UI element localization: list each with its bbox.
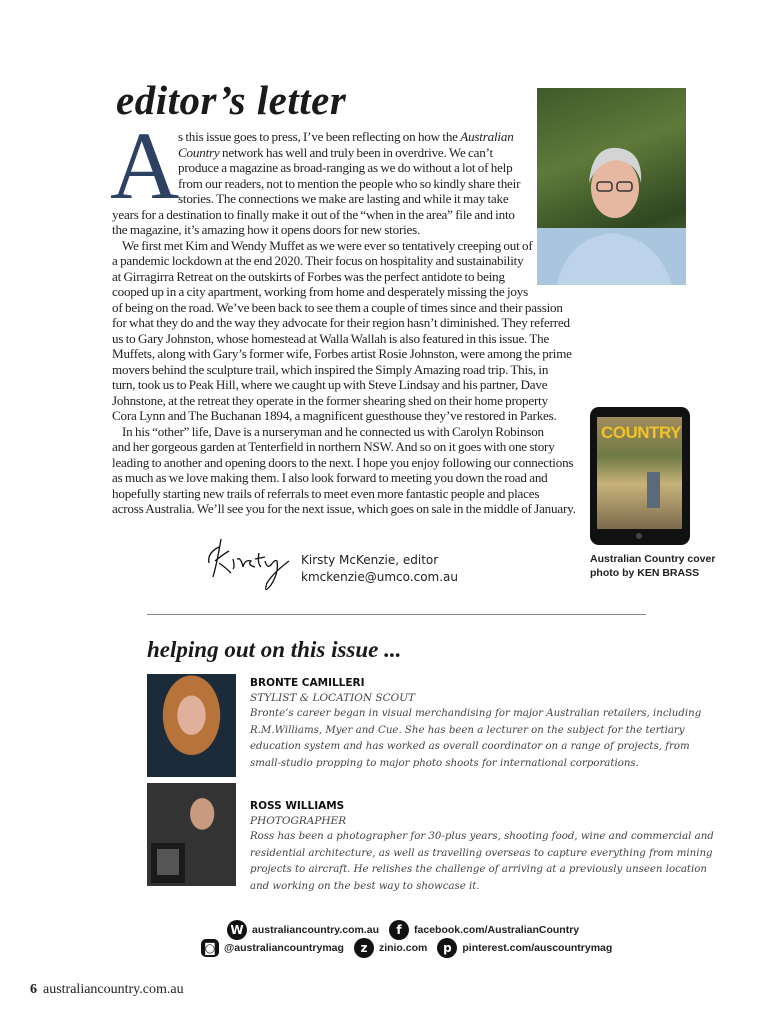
body-line — [112, 439, 582, 455]
section-divider — [147, 614, 646, 615]
body-text: Johnstone, at the retreat they operate in the former shearing shed on their home property — [112, 392, 548, 408]
cover-caption-line2: photo by KEN BRASS — [590, 567, 700, 579]
helping-heading: helping out on this issue ... — [147, 637, 402, 662]
editor-email[interactable]: kmckenzie@umco.com.au — [301, 570, 459, 584]
body-line — [112, 176, 582, 192]
facebook-link[interactable]: facebook.com/AustralianCountry — [414, 924, 580, 936]
social-row-1 — [227, 920, 579, 940]
body-line — [112, 331, 582, 347]
body-line — [112, 486, 582, 502]
editor-letter-body — [112, 129, 582, 517]
body-line — [112, 129, 582, 145]
body-text: produce a magazine as broad-ranging as we do without a lot of help — [178, 160, 513, 175]
body-line — [112, 160, 582, 176]
body-line — [112, 315, 582, 331]
body-text: s this issue goes to press, I’ve been reflecting on how the — [178, 129, 461, 144]
body-line — [112, 501, 582, 517]
contributor-role: PHOTOGRAPHER — [250, 815, 347, 827]
bio-line: small-studio propping to major photo shoots for international corporations. — [250, 757, 639, 769]
body-text: and her gorgeous garden at Tenterfield in northern NSW. And so on it goes with one story — [112, 439, 555, 454]
contributor-name: BRONTE CAMILLERI — [250, 677, 365, 689]
body-text: In his “other” life, Dave is a nurseryman and he connected us with Carolyn Robinson — [122, 423, 544, 439]
body-line — [112, 408, 582, 424]
contributor-bio — [250, 706, 720, 772]
body-line — [112, 284, 582, 300]
facebook-icon: f — [389, 920, 409, 940]
body-text: turn, took us to Peak Hill, where we caught up with Steve Lindsay and his partner, Dave — [112, 377, 548, 392]
body-line — [112, 191, 582, 207]
body-text: us to Gary Johnston, whose homestead at Walla Wallah is also featured in this issue. The — [112, 330, 550, 346]
body-line — [112, 222, 582, 238]
body-line — [112, 470, 582, 486]
body-line — [112, 362, 582, 378]
body-line — [112, 145, 582, 161]
body-text: We first met Kim and Wendy Muffet as we were ever so tentatively creeping out of — [122, 237, 533, 253]
pinterest-link[interactable]: pinterest.com/auscountrymag — [462, 942, 613, 954]
page-number: 6 — [30, 982, 37, 997]
ross-williams-photo — [147, 783, 236, 886]
bio-line: R.M.Williams, Myer and Cue. She has been a lecturer on the subject for the tertiary — [250, 724, 685, 736]
body-line — [112, 455, 582, 471]
editor-signature — [205, 533, 295, 597]
body-italic-text: Country — [178, 144, 220, 160]
instagram-icon: ◙ — [201, 939, 219, 957]
zinio-link[interactable]: zinio.com — [378, 942, 428, 954]
body-line — [112, 253, 582, 269]
body-line — [112, 424, 582, 440]
body-text: of being on the road. We’ve been back to see them a couple of times since and their passion — [112, 299, 563, 315]
contributor-role: STYLIST & LOCATION SCOUT — [250, 692, 416, 704]
body-text: Cora Lynn and The Buchanan 1894, a magnificent guesthouse they’ve restored in Parkes. — [112, 408, 557, 423]
body-text: leading to another and opening doors to the next. I hope you enjoy following our connections — [112, 454, 574, 470]
body-text: years for a destination to finally make it out of the “when in the area” file and into — [112, 206, 515, 222]
bio-line: education system and has worked as overall coordinator on a range of projects, from — [250, 741, 690, 753]
cover-caption-line1: Australian Country cover — [590, 553, 716, 565]
body-text: the magazine, it’s amazing how it opens doors for new stories. — [112, 222, 421, 237]
body-text: for what they do and the way they advocate for their region hasn’t diminished. They referred — [112, 315, 570, 330]
instagram-link[interactable]: @australiancountrymag — [224, 942, 344, 954]
social-row-2 — [201, 938, 612, 958]
website-link[interactable]: australiancountry.com.au — [252, 924, 380, 936]
body-line — [112, 269, 582, 285]
page-folio — [30, 982, 184, 998]
bio-line: Ross has been a photographer for 30-plus years, shooting food, wine and commercial and — [250, 831, 714, 842]
contributor-name: ROSS WILLIAMS — [250, 800, 345, 812]
body-line — [112, 238, 582, 254]
cover-tablet-image — [590, 407, 690, 545]
bronte-camilleri-photo — [147, 674, 236, 777]
pinterest-icon: p — [437, 938, 457, 958]
bio-line: Bronte’s career began in visual merchandising for major Australian retailers, including — [250, 708, 702, 719]
body-line — [112, 207, 582, 223]
body-text: stories. The connections we make are lasting and while it may take — [178, 191, 509, 206]
body-text: a pandemic lockdown at the end 2020. Their focus on hospitality and sustainability — [112, 253, 524, 268]
cover-masthead: COUNTRY — [601, 423, 681, 442]
folio-site: australiancountry.com.au — [43, 982, 184, 997]
editor-name: Kirsty McKenzie, editor — [301, 553, 439, 567]
body-italic-text: Australian — [460, 129, 514, 144]
body-text: as much as we love making them. I also look forward to meeting you down the road and — [112, 470, 548, 485]
body-line — [112, 346, 582, 362]
zinio-icon: z — [354, 938, 374, 958]
bio-line: and working on the best way to showcase it. — [250, 880, 480, 892]
drop-cap: A — [110, 112, 180, 219]
body-text: at Girragirra Retreat on the outskirts of Forbes was the perfect antidote to being — [112, 268, 505, 284]
bio-line: projects to aircraft. He relishes the challenge of arriving at a previously unseen location — [250, 864, 707, 876]
cover-door — [647, 472, 660, 508]
website-icon: W — [227, 920, 247, 940]
body-text: cooped up in a city apartment, working from home and desperately missing the joys — [112, 284, 528, 299]
body-text: from our readers, not to mention the people who so kindly share their — [178, 175, 521, 191]
body-text: hopefully starting new trails of referrals to meet even more fantastic people and places — [112, 485, 540, 501]
body-text: movers behind the sculpture trail, which inspired the Simply Amazing road trip. This, in — [112, 361, 549, 377]
body-text: across Australia. We’ll see you for the next issue, which goes on sale in the middle of January. — [112, 501, 576, 516]
body-line — [112, 300, 582, 316]
body-text: network has well and truly been in overdrive. We can’t — [219, 144, 493, 160]
body-line — [112, 377, 582, 393]
body-text: Muffets, along with Gary’s former wife, Forbes artist Rosie Johnston, were among the prime — [112, 346, 572, 361]
page-title: editor’s letter — [116, 77, 347, 123]
bio-line: residential architecture, as well as travelling overseas to capture everything from mining — [250, 847, 713, 859]
cover-screen — [597, 417, 682, 529]
body-line — [112, 393, 582, 409]
contributor-bio — [250, 829, 720, 895]
tablet-home-button — [636, 533, 642, 539]
